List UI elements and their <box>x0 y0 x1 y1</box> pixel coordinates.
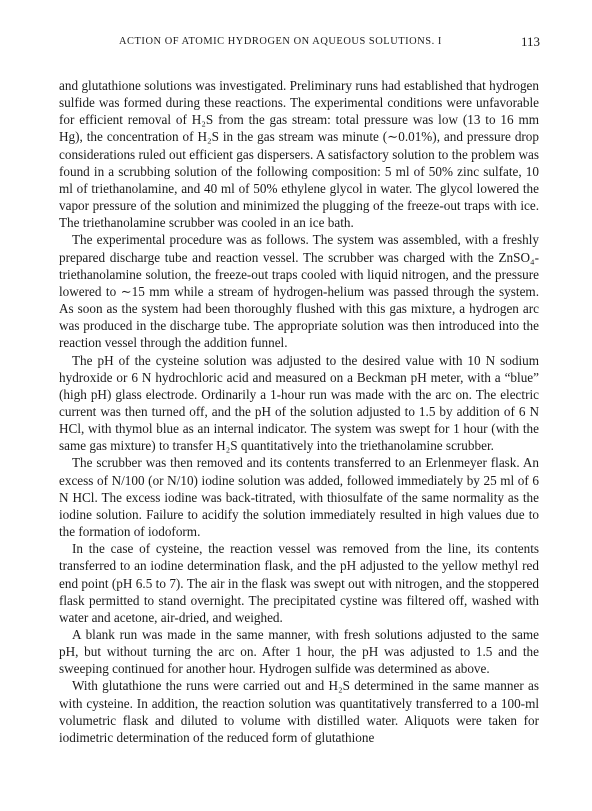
paragraph-5: In the case of cysteine, the reaction vessel was removed from the line, its contents transferred to an iodine determination flask, and the pH adjusted to the yellow methyl red end point (pH 6.5 to 7). The air in the flask was swept out with nitrogen, and the stoppered flask permitted to stand overnight. The precipitated cystine was filtered off, washed with water and acetone, air-dried, and weighed. <box>59 541 539 625</box>
body-text <box>59 77 539 746</box>
page-number: 113 <box>520 34 540 49</box>
paragraph-3: The pH of the cysteine solution was adjusted to the desired value with 10 N sodium hydroxide or 6 N hydrochloric acid and measured on a Beckman pH meter, with a “blue” (high pH) glass electrode. Ordinarily a 1-hour run was made with the arc on. The electric current was then turned off, and the pH of the solution adjusted to 1.5 by addition of 6 N HCl, with thymol blue as an internal indicator. The system was swept for 1 hour (with the same gas mixture) to transfer H₂S quantitatively into the triethanolamine scrubber. <box>59 352 539 454</box>
paragraph-6: A blank run was made in the same manner, with fresh solutions adjusted to the same pH, but without turning the arc on. After 1 hour, the pH was adjusted to 1.5 and the sweeping continued for another hour. Hydrogen sulfide was determined as above. <box>59 627 539 677</box>
running-header <box>59 34 539 52</box>
paragraph-4: The scrubber was then removed and its contents transferred to an Erlenmeyer flask. An excess of N/100 (or N/10) iodine solution was added, followed immediately by 25 ml of 6 N HCl. The excess iodine was back-titrated, with thiosulfate of the same normality as the iodine solution. Failure to acidify the solution immediately resulted in high values due to the formation of iodoform. <box>59 455 539 540</box>
running-title: ACTION OF ATOMIC HYDROGEN ON AQUEOUS SOLUTIONS. I <box>119 36 442 47</box>
document-page <box>59 34 539 746</box>
paragraph-2: The experimental procedure was as follows. The system was assembled, with a freshly prepared discharge tube and reaction vessel. The scrubber was charged with the ZnSO₄-triethanolamine solution, the freeze-out traps cooled with liquid nitrogen, and the pressure lowered to ∼15 mm while a stream of hydrogen-helium was passed through the system. As soon as the system had been thoroughly flushed with this gas mixture, a hydrogen arc was produced in the discharge tube. The appropriate solution was then introduced into the reaction vessel through the addition funnel. <box>59 232 539 351</box>
paragraph-1: and glutathione solutions was investigated. Preliminary runs had established that hydrogen sulfide was formed during these reactions. The experimental conditions were unfavorable for efficient removal of H₂S from the gas stream: total pressure was low (13 to 16 mm Hg), the concentration of H₂S in the gas stream was minute (∼0.01%), and pressure drop considerations ruled out efficient gas dispersers. A satisfactory solution to the problem was found in a scrubbing solution of the following composition: 5 ml of 50% zinc sulfate, 10 ml of triethanolamine, and 40 ml of 50% ethylene glycol in water. The glycol lowered the vapor pressure of the solution and minimized the plugging of the freeze-out traps with ice. The triethanolamine scrubber was cooled in an ice bath. <box>59 78 539 231</box>
paragraph-7: With glutathione the runs were carried out and H₂S determined in the same manner as with cysteine. In addition, the reaction solution was quantitatively transferred to a 100-ml volumetric flask and diluted to volume with distilled water. Aliquots were taken for iodimetric determination of the reduced form of glutathione <box>59 678 539 745</box>
